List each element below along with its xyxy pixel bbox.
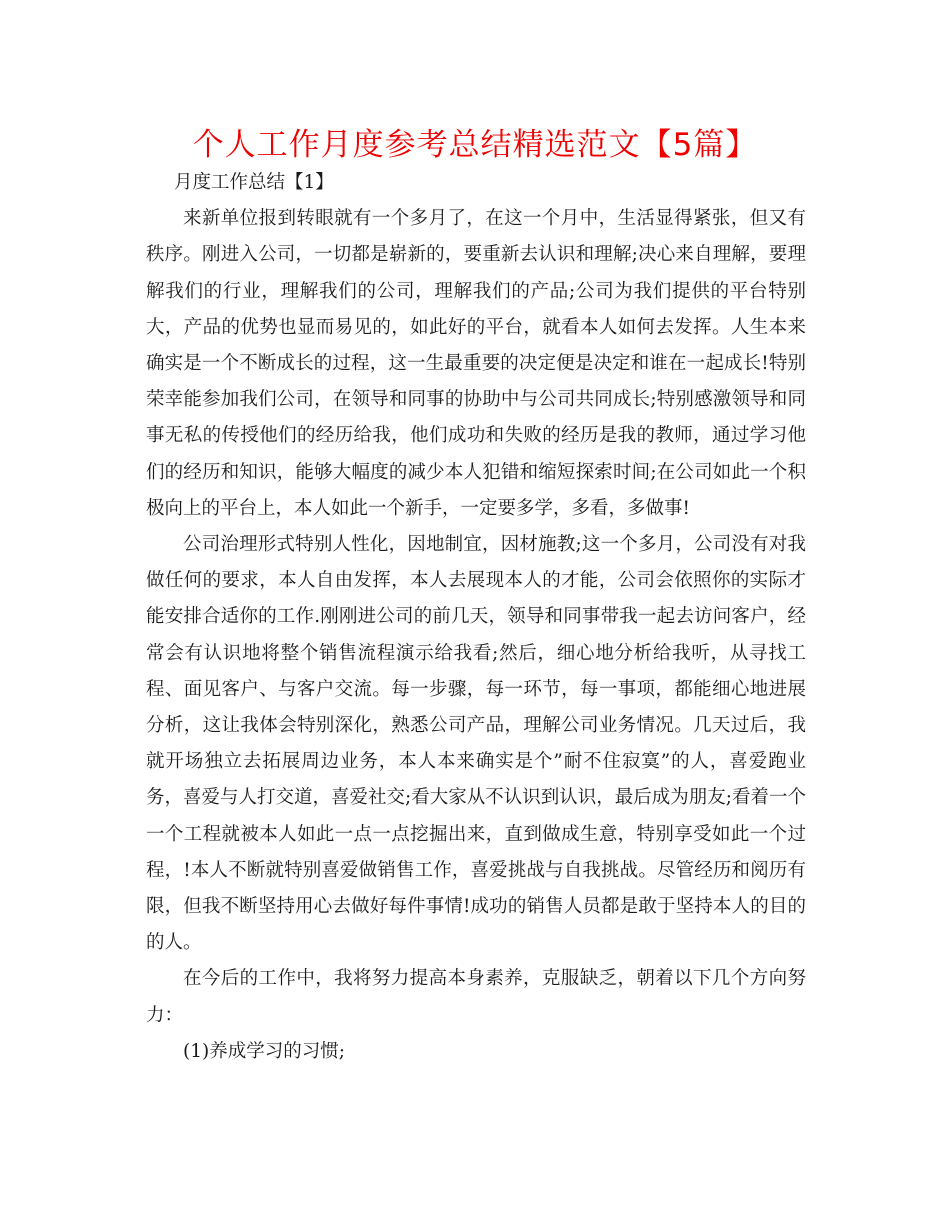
document-body	[146, 165, 806, 1070]
paragraph-2: 公司治理形式特别人性化，因地制宜，因材施教;这一个多月，公司没有对我做任何的要求，本人自由发挥，本人去展现本人的才能，公司会依照你的实际才能安排合适你的工作.刚刚进公司的前几天，领导和同事带我一起去访问客户，经常会有认识地将整个销售流程演示给我看;然后，细心地分析给我听，从寻找工程、面见客户、与客户交流。每一步骤，每一环节，每一事项，都能细心地进展分析，这让我体会特别深化，熟悉公司产品，理解公司业务情况。几天过后，我就开场独立去拓展周边业务，本人本来确实是个”耐不住寂寞”的人，喜爱跑业务，喜爱与人打交道，喜爱社交;看大家从不认识到认识，最后成为朋友;看着一个一个工程就被本人如此一点一点挖掘出来，直到做成生意，特别享受如此一个过程，!本人不断就特别喜爱做销售工作，喜爱挑战与自我挑战。尽管经历和阅历有限，但我不断坚持用心去做好每件事情!成功的销售人员都是敢于坚持本人的目的的人。	[146, 534, 806, 954]
list-item-1: (1)养成学习的习惯;	[183, 1040, 345, 1062]
paragraph-3: 在今后的工作中，我将努力提高本身素养，克服缺乏，朝着以下几个方向努力：	[146, 968, 806, 1026]
section-heading: 月度工作总结【1】	[174, 172, 334, 193]
paragraph-1: 来新单位报到转眼就有一个多月了，在这一个月中，生活显得紧张，但又有秩序。刚进入公司，一切都是崭新的，要重新去认识和理解;决心来自理解，要理解我们的行业，理解我们的公司，理解我们的产品;公司为我们提供的平台特别大，产品的优势也显而易见的，如此好的平台，就看本人如何去发挥。人生本来确实是一个不断成长的过程，这一生最重要的决定便是决定和谁在一起成长!特别荣幸能参加我们公司，在领导和同事的协助中与公司共同成长;特别感激领导和同事无私的传授他们的经历给我，他们成功和失败的经历是我的教师，通过学习他们的经历和知识，能够大幅度的减少本人犯错和缩短探索时间;在公司如此一个积极向上的平台上，本人如此一个新手，一定要多学，多看，多做事!	[146, 208, 806, 519]
document-title: 个人工作月度参考总结精选范文【5篇】	[192, 127, 758, 163]
